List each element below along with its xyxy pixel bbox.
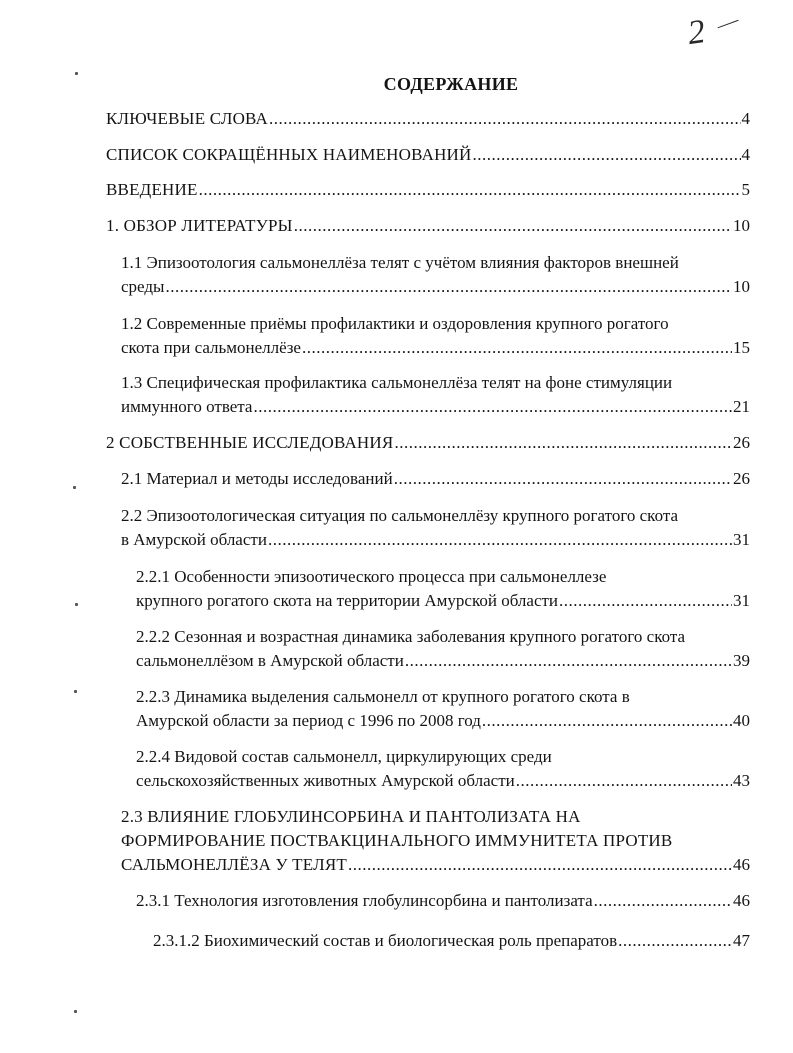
toc-entry-1-2: 1.2 Современные приёмы профилактики и оздоровления крупного рогатого скота при сальмонеллёзе ..... 15 — [121, 312, 750, 360]
toc-entry-2-3-1: 2.3.1 Технология изготовления глобулинсорбина и пантолизата ..... 46 — [136, 889, 750, 913]
toc-entry-keywords: КЛЮЧЕВЫЕ СЛОВА ..... 4 — [106, 107, 750, 131]
toc-entry-introduction: ВВЕДЕНИЕ ..... 5 — [106, 178, 750, 202]
scan-speck — [75, 603, 78, 606]
toc-entry-2-2-2: 2.2.2 Сезонная и возрастная динамика заболевания крупного рогатого скота сальмонеллёзом в Амурской области ..... 39 — [136, 625, 750, 673]
toc-entry-literature-review: 1. ОБЗОР ЛИТЕРАТУРЫ ..... 10 — [106, 214, 750, 238]
handwritten-page-number: 2 — [685, 13, 707, 53]
toc-entry-abbreviations: СПИСОК СОКРАЩЁННЫХ НАИМЕНОВАНИЙ ..... 4 — [106, 143, 750, 167]
toc-entry-2-3-1-2: 2.3.1.2 Биохимический состав и биологическая роль препаратов ..... 47 — [153, 929, 750, 953]
toc-entry-2-2: 2.2 Эпизоотологическая ситуация по сальмонеллёзу крупного рогатого скота в Амурской области ..... 31 — [121, 504, 750, 552]
scan-speck — [74, 1010, 77, 1013]
toc-entry-2-2-1: 2.2.1 Особенности эпизоотического процесса при сальмонеллезе крупного рогатого скота на территории Амурской области ..... 31 — [136, 565, 750, 613]
scan-speck — [74, 690, 77, 693]
scan-speck — [75, 72, 78, 75]
toc-entry-1-3: 1.3 Специфическая профилактика сальмонеллёза телят на фоне стимуляции иммунного ответа ..... 21 — [121, 371, 750, 419]
toc-entry-2-3: 2.3 ВЛИЯНИЕ ГЛОБУЛИНСОРБИНА И ПАНТОЛИЗАТА НА ФОРМИРОВАНИЕ ПОСТВАКЦИНАЛЬНОГО ИММУНИТЕТА ПРОТИВ САЛЬМОНЕЛЛЁЗА У ТЕЛЯТ ..... 46 — [121, 805, 750, 877]
page-title: СОДЕРЖАНИЕ — [383, 74, 519, 94]
toc-entry-2-2-4: 2.2.4 Видовой состав сальмонелл, циркулирующих среди сельскохозяйственных животных Амурской области ..... 43 — [136, 745, 750, 793]
toc-entry-1-1: 1.1 Эпизоотология сальмонеллёза телят с учётом влияния факторов внешней среды ..... 10 — [121, 251, 750, 299]
toc-entry-own-research: 2 СОБСТВЕННЫЕ ИССЛЕДОВАНИЯ ..... 26 — [106, 431, 750, 455]
toc-entry-2-2-3: 2.2.3 Динамика выделения сальмонелл от крупного рогатого скота в Амурской области за период с 1996 по 2008 год ..... 40 — [136, 685, 750, 733]
scan-speck — [73, 486, 76, 489]
toc-entry-2-1: 2.1 Материал и методы исследований ..... 26 — [121, 467, 750, 491]
